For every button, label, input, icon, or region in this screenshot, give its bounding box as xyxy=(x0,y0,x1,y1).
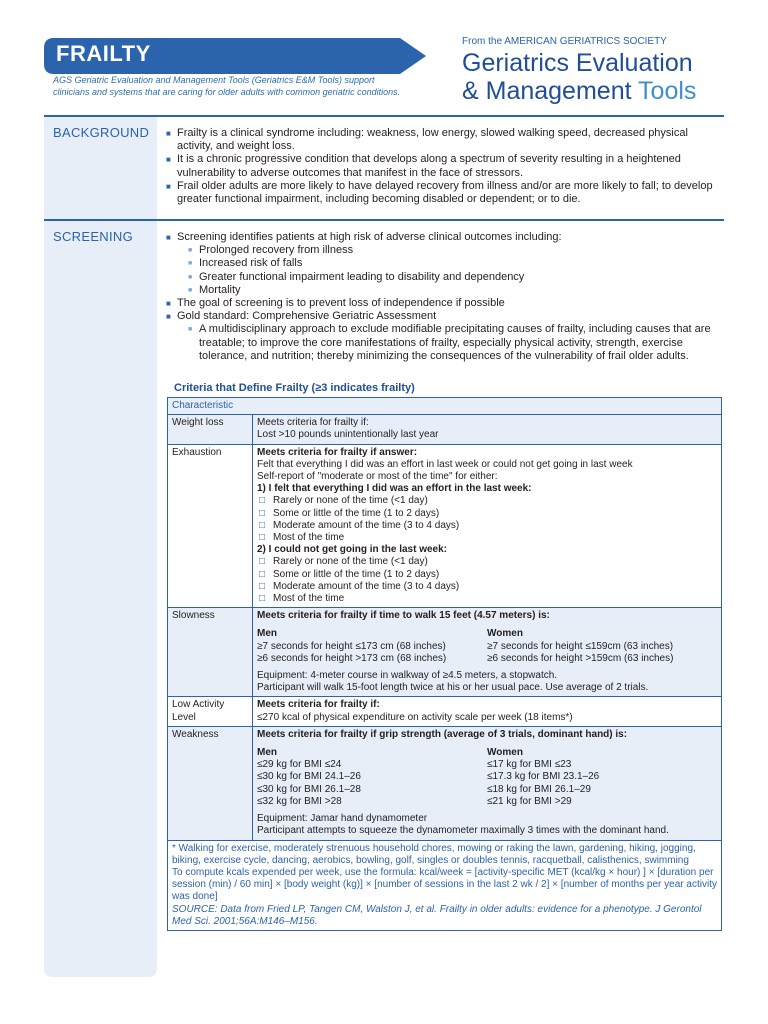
slowness-participant: Participant will walk 15-foot length twice at his or her usual pace. Use average of 2 trials. xyxy=(257,682,649,694)
exhaustion-cell xyxy=(253,444,722,608)
intro-text: AGS Geriatric Evaluation and Management Tools (Geriatrics E&M Tools) support clinicians and systems that are caring for older adults with common geriatric conditions. xyxy=(53,75,401,97)
slowness-columns xyxy=(257,628,717,665)
slowness-men-line: ≥6 seconds for height >173 cm (68 inches) xyxy=(257,652,447,664)
exhaustion-line: Felt that everything I did was an effort in last week or could not get going in last week xyxy=(257,458,633,470)
checkbox-option[interactable]: □ Moderate amount of the time (3 to 4 days) xyxy=(257,581,717,593)
source-citation: SOURCE: Data from Fried LP, Tangen CM, Walston J, et al. Frailty in older adults: evidence for a phenotype. J Gerontol Med Sci. 2001;56A:M146–M156. xyxy=(172,903,702,927)
table-row xyxy=(168,726,722,840)
low-activity-head: Meets criteria for frailty if: xyxy=(257,699,380,711)
screening-bullet: ■ Gold standard: Comprehensive Geriatric Assessment xyxy=(164,310,724,323)
background-bullet: ■ Frailty is a clinical syndrome including: weakness, low energy, slowed walking speed, decreased physical activity, and weight loss. xyxy=(164,127,724,153)
weakness-men-line: ≤30 kg for BMI 26.1–28 xyxy=(257,783,361,795)
screening-subbullet: ■ Prolonged recovery from illness xyxy=(164,244,724,257)
weight-loss-line: Lost >10 pounds unintentionally last year xyxy=(257,429,439,441)
weakness-women-line: ≤17.3 kg for BMI 23.1–26 xyxy=(487,771,600,783)
notes-cell xyxy=(168,840,722,930)
slowness-men xyxy=(257,628,487,665)
weakness-head: Meets criteria for frailty if grip strength (average of 3 trials, dominant hand) is: xyxy=(257,728,628,740)
table-notes-row xyxy=(168,840,722,930)
weakness-participant: Participant attempts to squeeze the dynamometer maximally 3 times with the dominant hand. xyxy=(257,825,669,837)
screening-subbullet: ■ Mortality xyxy=(164,284,724,297)
weakness-women-line: ≤18 kg for BMI 26.1–29 xyxy=(487,783,591,795)
brand-tools: Tools xyxy=(638,77,697,105)
section-sidebar xyxy=(44,115,157,977)
checkbox-option[interactable]: □ Rarely or none of the time (<1 day) xyxy=(257,556,717,568)
checkbox-option[interactable]: □ Most of the time xyxy=(257,593,717,605)
low-activity-line: ≤270 kcal of physical expenditure on activity scale per week (18 items*) xyxy=(257,711,573,723)
weakness-men-line: ≤30 kg for BMI 24.1–26 xyxy=(257,771,361,783)
criteria-title: Criteria that Define Frailty (≥3 indicates frailty) xyxy=(174,382,415,394)
table-header-cell: Characteristic xyxy=(168,398,722,415)
brand-line-1: Geriatrics Evaluation xyxy=(462,49,693,77)
background-content xyxy=(164,127,724,206)
table-row xyxy=(168,415,722,444)
slowness-men-line: ≥7 seconds for height ≤173 cm (68 inches) xyxy=(257,640,446,652)
weakness-columns xyxy=(257,747,717,808)
kcal-formula-note: To compute kcals expended per week, use the formula: kcal/week = [activity-specific MET (kcal/kg × hour) ] × [duration per session (min) / 60 min] × [body weight (kg)] × [number of sessions in the last 2 wk / 2] × [number of months per year activity was done] xyxy=(172,866,717,903)
women-heading: Women xyxy=(487,628,523,640)
slowness-equipment: Equipment: 4-meter course in walkway of ≥4.5 meters, a stopwatch. xyxy=(257,670,558,682)
weakness-label: Weakness xyxy=(168,726,253,840)
checkbox-option[interactable]: □ Rarely or none of the time (<1 day) xyxy=(257,495,717,507)
page-title: FRAILTY xyxy=(56,41,151,66)
background-label: BACKGROUND xyxy=(53,125,150,140)
low-activity-cell xyxy=(253,697,722,726)
exhaustion-question-2: 2) I could not get going in the last week: xyxy=(257,544,448,556)
checkbox-option[interactable]: □ Most of the time xyxy=(257,532,717,544)
weakness-men-line: ≤32 kg for BMI >28 xyxy=(257,795,342,807)
screening-bullet: ■ Screening identifies patients at high risk of adverse clinical outcomes including: xyxy=(164,231,724,244)
men-heading: Men xyxy=(257,628,277,640)
women-heading: Women xyxy=(487,747,523,759)
checkbox-option[interactable]: □ Moderate amount of the time (3 to 4 days) xyxy=(257,520,717,532)
weakness-equipment: Equipment: Jamar hand dynamometer xyxy=(257,813,428,825)
checkbox-option[interactable]: □ Some or little of the time (1 to 2 days) xyxy=(257,508,717,520)
men-heading: Men xyxy=(257,747,277,759)
screening-content xyxy=(164,231,724,363)
weakness-men xyxy=(257,747,487,808)
slowness-women-line: ≥7 seconds for height ≤159cm (63 inches) xyxy=(487,640,674,652)
weight-loss-label: Weight loss xyxy=(168,415,253,444)
weight-loss-cell xyxy=(253,415,722,444)
exhaustion-question-1: 1) I felt that everything I did was an effort in the last week: xyxy=(257,483,532,495)
brand-block xyxy=(462,36,742,105)
top-rule xyxy=(44,115,724,117)
screening-bullet: ■ The goal of screening is to prevent loss of independence if possible xyxy=(164,297,724,310)
screening-subbullet: ■ Increased risk of falls xyxy=(164,257,724,270)
brand-line-2a: & Management xyxy=(462,77,632,105)
table-row xyxy=(168,697,722,726)
weakness-women-line: ≤21 kg for BMI >29 xyxy=(487,795,572,807)
exhaustion-label: Exhaustion xyxy=(168,444,253,608)
weakness-women-line: ≤17 kg for BMI ≤23 xyxy=(487,759,572,771)
activity-footnote: * Walking for exercise, moderately strenuous household chores, mowing or raking the lawn, gardening, hiking, jogging, biking, exercise cycle, dancing, aerobics, bowling, golf, singles or doubles tennis, racquetball, calisthenics, swimming xyxy=(172,842,696,866)
section-rule xyxy=(44,219,724,221)
background-bullet: ■ Frail older adults are more likely to have delayed recovery from illness and/or are more likely to fall; to develop greater functional impairment, including becoming disabled or dependent; or to die. xyxy=(164,180,724,206)
weakness-women xyxy=(487,747,717,808)
screening-subbullet: ■ A multidisciplinary approach to exclude modifiable precipitating causes of frailty, including causes that are treatable; to improve the core manifestations of frailty, especially physical activity, strength, exercise tolerance, and nutrition; thereby minimizing the consequences of the vulnerability of frail older adults. xyxy=(164,323,724,363)
low-activity-label: Low Activity Level xyxy=(168,697,253,726)
table-header-row xyxy=(168,398,722,415)
criteria-table xyxy=(167,397,722,931)
weakness-men-line: ≤29 kg for BMI ≤24 xyxy=(257,759,342,771)
screening-subbullet: ■ Greater functional impairment leading to disability and dependency xyxy=(164,271,724,284)
exhaustion-line: Self-report of "moderate or most of the time" for either: xyxy=(257,471,498,483)
weight-loss-line: Meets criteria for frailty if: xyxy=(257,417,369,429)
slowness-head: Meets criteria for frailty if time to walk 15 feet (4.57 meters) is: xyxy=(257,610,550,622)
screening-label: SCREENING xyxy=(53,229,133,244)
slowness-women xyxy=(487,628,717,665)
brand-line-2 xyxy=(462,77,742,105)
table-row xyxy=(168,444,722,608)
checkbox-option[interactable]: □ Some or little of the time (1 to 2 days) xyxy=(257,569,717,581)
slowness-label: Slowness xyxy=(168,608,253,697)
background-bullet: ■ It is a chronic progressive condition that develops along a spectrum of severity resulting in a heightened vulnerability to adverse outcomes that manifest in the face of stressors. xyxy=(164,153,724,179)
table-row xyxy=(168,608,722,697)
brand-from: From the AMERICAN GERIATRICS SOCIETY xyxy=(462,36,667,47)
slowness-women-line: ≥6 seconds for height >159cm (63 inches) xyxy=(487,652,674,664)
slowness-cell xyxy=(253,608,722,697)
weakness-cell xyxy=(253,726,722,840)
title-banner xyxy=(44,38,426,74)
exhaustion-head: Meets criteria for frailty if answer: xyxy=(257,446,418,458)
